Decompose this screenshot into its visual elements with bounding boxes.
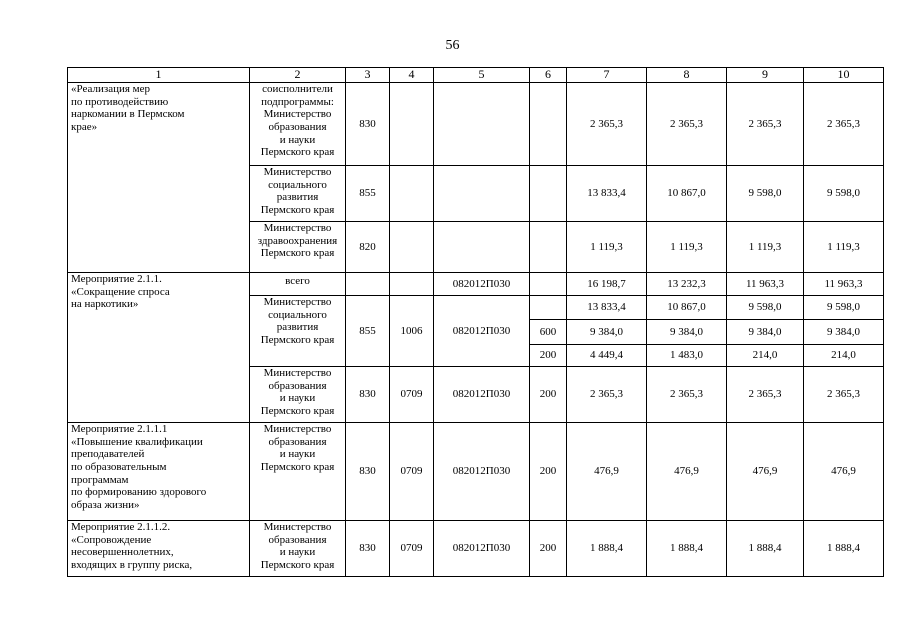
cell-line: по противодействию: [71, 95, 169, 108]
cell-line: образования: [268, 120, 327, 133]
cell-line: «Сокращение спроса: [71, 285, 170, 298]
cell-line: преподавателей: [71, 448, 145, 461]
expense-type-cell: 200: [530, 345, 567, 367]
executor-cell: всего: [250, 273, 346, 296]
empty-cell: [530, 222, 567, 273]
empty-cell: [390, 83, 434, 166]
amount-cell: 9 598,0: [727, 166, 804, 222]
amount-cell: 1 888,4: [804, 521, 884, 577]
cell-line: по формированию здорового: [71, 486, 207, 499]
amount-cell: 2 365,3: [727, 367, 804, 423]
cell-line: наркомании в Пермском: [71, 108, 185, 121]
table-row: [68, 423, 884, 521]
amount-cell: 9 598,0: [804, 166, 884, 222]
code-cell: 830: [346, 423, 390, 521]
header-cell: 2: [250, 68, 346, 83]
target-article-cell: 082012П030: [434, 521, 530, 577]
code-cell: 830: [346, 521, 390, 577]
amount-cell: 10 867,0: [647, 166, 727, 222]
empty-cell: [390, 222, 434, 273]
cell-line: Министерство: [263, 521, 332, 533]
amount-cell: 1 888,4: [727, 521, 804, 577]
cell-line: крае»: [71, 120, 98, 133]
cell-line: здравоохранения: [257, 234, 338, 247]
code-cell: 830: [346, 83, 390, 166]
amount-cell: 9 384,0: [727, 320, 804, 345]
amount-cell: 9 598,0: [804, 296, 884, 320]
amount-cell: 2 365,3: [804, 367, 884, 423]
cell-line: Министерство: [263, 222, 332, 234]
target-article-cell: 082012П030: [434, 423, 530, 521]
target-article-cell: 082012П030: [434, 367, 530, 423]
header-cell: 4: [390, 68, 434, 83]
empty-cell: [434, 83, 530, 166]
cell-line: Министерство: [263, 166, 332, 178]
header-cell: 9: [727, 68, 804, 83]
header-cell: 1: [68, 68, 250, 83]
amount-cell: 13 833,4: [567, 166, 647, 222]
budget-table: [67, 67, 884, 577]
amount-cell: 2 365,3: [727, 83, 804, 166]
amount-cell: 9 598,0: [727, 296, 804, 320]
amount-cell: 4 449,4: [567, 345, 647, 367]
cell-line: социального: [268, 308, 327, 321]
amount-cell: 2 365,3: [567, 83, 647, 166]
cell-line: Министерство: [263, 367, 332, 379]
amount-cell: 1 888,4: [647, 521, 727, 577]
empty-cell: [530, 83, 567, 166]
amount-cell: 2 365,3: [647, 83, 727, 166]
executor-cell: [250, 367, 346, 423]
cell-line: развития: [276, 321, 319, 334]
cell-line: Мероприятие 2.1.1.: [71, 273, 162, 285]
cell-line: образования: [268, 435, 327, 448]
amount-cell: 11 963,3: [804, 273, 884, 296]
empty-cell: [390, 273, 434, 296]
table-row: [68, 83, 884, 166]
code-cell: 855: [346, 166, 390, 222]
empty-cell: [390, 166, 434, 222]
amount-cell: 13 232,3: [647, 273, 727, 296]
cell-line: несовершеннолетних,: [71, 546, 174, 559]
cell-line: Пермского края: [260, 460, 335, 473]
cell-line: Пермского края: [260, 247, 335, 260]
section-cell: 0709: [390, 521, 434, 577]
expense-type-cell: 200: [530, 521, 567, 577]
executor-cell: [250, 83, 346, 166]
expense-type-cell: 200: [530, 367, 567, 423]
amount-cell: 9 384,0: [804, 320, 884, 345]
cell-line: Мероприятие 2.1.1.1: [71, 423, 168, 435]
amount-cell: 1 119,3: [567, 222, 647, 273]
cell-line: входящих в группу риска,: [71, 558, 193, 571]
executor-cell: [250, 166, 346, 222]
cell-line: развития: [276, 191, 319, 204]
cell-line: программам: [71, 473, 129, 486]
code-cell: 855: [346, 296, 390, 367]
amount-cell: 476,9: [647, 423, 727, 521]
section-cell: 1006: [390, 296, 434, 367]
header-cell: 5: [434, 68, 530, 83]
executor-cell: [250, 521, 346, 577]
empty-cell: [434, 166, 530, 222]
cell-line: Пермского края: [260, 558, 335, 571]
section-cell: 0709: [390, 367, 434, 423]
cell-line: Мероприятие 2.1.1.2.: [71, 521, 171, 533]
cell-line: Министерство: [263, 296, 332, 308]
amount-cell: 476,9: [567, 423, 647, 521]
activity-cell: [68, 83, 250, 273]
expense-type-cell: 600: [530, 320, 567, 345]
page-number: 56: [445, 38, 460, 53]
header-cell: 10: [804, 68, 884, 83]
cell-line: Пермского края: [260, 146, 335, 159]
amount-cell: 2 365,3: [647, 367, 727, 423]
cell-line: Министерство: [263, 108, 332, 121]
cell-line: и науки: [279, 448, 316, 461]
amount-cell: 2 365,3: [567, 367, 647, 423]
amount-cell: 16 198,7: [567, 273, 647, 296]
amount-cell: 1 119,3: [804, 222, 884, 273]
table-row: [68, 521, 884, 577]
cell-line: образования: [268, 533, 327, 546]
cell-line: социального: [268, 178, 327, 191]
amount-cell: 9 384,0: [647, 320, 727, 345]
cell-line: по образовательным: [71, 460, 167, 473]
code-cell: 820: [346, 222, 390, 273]
amount-cell: 476,9: [804, 423, 884, 521]
cell-line: «Сопровождение: [71, 533, 152, 546]
header-row: [68, 68, 884, 83]
cell-line: образа жизни»: [71, 498, 140, 511]
amount-cell: 1 888,4: [567, 521, 647, 577]
cell-line: «Повышение квалификации: [71, 435, 203, 448]
activity-cell: [68, 273, 250, 423]
executor-cell: [250, 296, 346, 367]
header-cell: 7: [567, 68, 647, 83]
executor-cell: [250, 423, 346, 521]
cell-line: образования: [268, 379, 327, 392]
cell-line: Министерство: [263, 423, 332, 435]
empty-cell: [530, 296, 567, 320]
amount-cell: 13 833,4: [567, 296, 647, 320]
cell-line: соисполнители: [262, 83, 333, 95]
amount-cell: 11 963,3: [727, 273, 804, 296]
target-article-cell: 082012П030: [434, 296, 530, 367]
amount-cell: 1 119,3: [647, 222, 727, 273]
cell-line: Пермского края: [260, 404, 335, 417]
empty-cell: [346, 273, 390, 296]
amount-cell: 2 365,3: [804, 83, 884, 166]
target-article-cell: 082012П030: [434, 273, 530, 296]
amount-cell: 214,0: [804, 345, 884, 367]
amount-cell: 214,0: [727, 345, 804, 367]
amount-cell: 476,9: [727, 423, 804, 521]
table-row: [68, 273, 884, 296]
cell-line: Пермского края: [260, 203, 335, 216]
header-cell: 8: [647, 68, 727, 83]
code-cell: 830: [346, 367, 390, 423]
cell-line: Пермского края: [260, 333, 335, 346]
cell-line: и науки: [279, 392, 316, 405]
expense-type-cell: 200: [530, 423, 567, 521]
cell-line: на наркотики»: [71, 298, 139, 311]
amount-cell: 1 119,3: [727, 222, 804, 273]
empty-cell: [530, 273, 567, 296]
cell-line: и науки: [279, 133, 316, 146]
header-cell: 6: [530, 68, 567, 83]
empty-cell: [530, 166, 567, 222]
amount-cell: 10 867,0: [647, 296, 727, 320]
activity-cell: [68, 521, 250, 577]
cell-line: «Реализация мер: [71, 83, 150, 95]
amount-cell: 9 384,0: [567, 320, 647, 345]
amount-cell: 1 483,0: [647, 345, 727, 367]
header-cell: 3: [346, 68, 390, 83]
cell-line: подпрограммы:: [261, 95, 334, 108]
activity-cell: [68, 423, 250, 521]
empty-cell: [434, 222, 530, 273]
section-cell: 0709: [390, 423, 434, 521]
cell-line: и науки: [279, 546, 316, 559]
executor-cell: [250, 222, 346, 273]
